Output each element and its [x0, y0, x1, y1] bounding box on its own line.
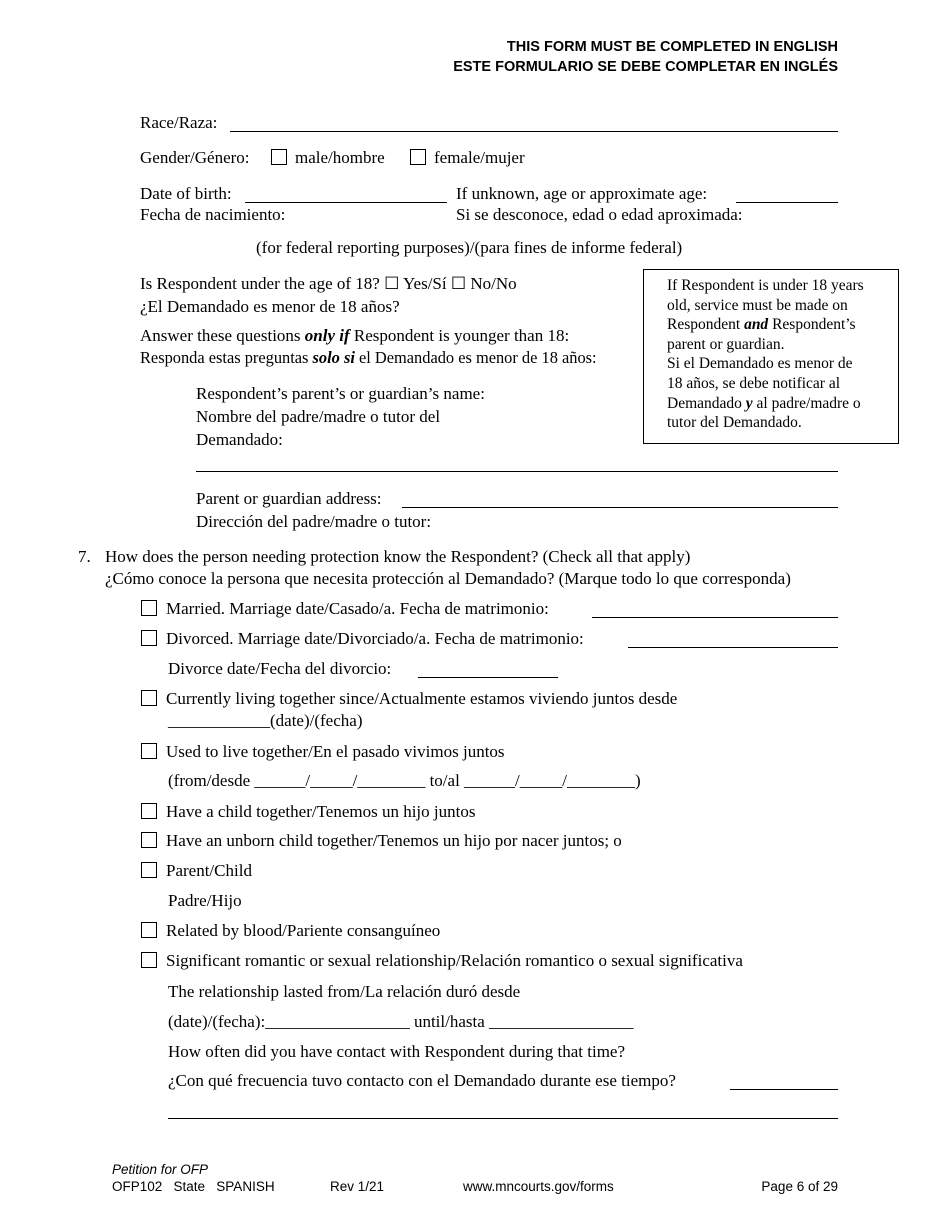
q7-number: 7. — [78, 547, 91, 566]
used-to-live-checkbox[interactable] — [141, 743, 157, 759]
gender-label: Gender/Género: — [140, 148, 250, 167]
header-english-notice: THIS FORM MUST BE COMPLETED IN ENGLISH — [506, 39, 838, 55]
child-together-label: Have a child together/Tenemos un hijo juntos — [166, 802, 476, 821]
female-checkbox[interactable] — [410, 149, 426, 165]
under18-question-es: ¿El Demandado es menor de 18 años? — [140, 297, 400, 316]
divorce-date-label: Divorce date/Fecha del divorcio: — [168, 659, 392, 678]
related-blood-checkbox[interactable] — [141, 922, 157, 938]
married-checkbox[interactable] — [141, 600, 157, 616]
answer-only-if-es: Responda estas preguntas solo si el Demandado es menor de 18 años: — [140, 348, 597, 367]
guardian-address-input[interactable] — [402, 507, 838, 508]
under18-question: Is Respondent under the age of 18? ☐ Yes/Sí ☐ No/No — [140, 274, 517, 293]
federal-note: (for federal reporting purposes)/(para fines de informe federal) — [256, 238, 683, 257]
footer-revision: Rev 1/21 — [330, 1179, 385, 1194]
race-input[interactable] — [230, 131, 838, 132]
related-blood-label: Related by blood/Pariente consanguíneo — [166, 921, 441, 940]
race-label: Race/Raza: — [140, 113, 218, 132]
child-together-checkbox[interactable] — [141, 803, 157, 819]
divorced-label: Divorced. Marriage date/Divorciado/a. Fecha de matrimonio: — [166, 629, 584, 648]
dob-label-es: Fecha de nacimiento: — [140, 205, 286, 224]
contact-frequency-label: How often did you have contact with Respondent during that time? — [168, 1042, 626, 1061]
q7-question: How does the person needing protection know the Respondent? (Check all that apply) — [105, 547, 691, 566]
used-to-live-label: Used to live together/En el pasado vivimos juntos — [166, 742, 505, 761]
footer-title: Petition for OFP — [112, 1162, 209, 1177]
service-notice-box: If Respondent is under 18 years old, service must be made on Respondent and Respondent’s parent or guardian. Si el Demandado es menor de 18 años, se debe notificar al Demandado y al padre/madre o tutor del Demandado. — [643, 269, 899, 444]
divorce-date-input[interactable] — [418, 677, 558, 678]
guardian-name-input[interactable] — [196, 471, 838, 472]
guardian-name-label: Respondent’s parent’s or guardian’s name: — [196, 384, 485, 403]
unborn-child-label: Have an unborn child together/Tenemos un hijo por nacer juntos; o — [166, 831, 622, 850]
dob-input[interactable] — [245, 202, 447, 203]
parent-child-label-es: Padre/Hijo — [168, 891, 242, 910]
marriage-date-input[interactable] — [592, 617, 838, 618]
used-to-live-dates[interactable]: (from/desde ______/_____/________ to/al ______/_____/________) — [168, 771, 641, 790]
footer-page-number: Page 6 of 29 — [761, 1179, 838, 1194]
header-spanish-notice: ESTE FORMULARIO SE DEBE COMPLETAR EN INGLÉS — [453, 59, 838, 75]
divorced-checkbox[interactable] — [141, 630, 157, 646]
q7-question-es: ¿Cómo conoce la persona que necesita protección al Demandado? (Marque todo lo que corresponda) — [105, 569, 791, 588]
married-label: Married. Marriage date/Casado/a. Fecha de matrimonio: — [166, 599, 549, 618]
contact-frequency-input-2[interactable] — [168, 1118, 838, 1119]
unborn-child-checkbox[interactable] — [141, 832, 157, 848]
romantic-relationship-label: Significant romantic or sexual relationship/Relación romantico o sexual significativa — [166, 951, 743, 970]
male-checkbox[interactable] — [271, 149, 287, 165]
relationship-lasted-label: The relationship lasted from/La relación duró desde — [168, 982, 521, 1001]
no-checkbox[interactable]: ☐ — [450, 274, 467, 293]
guardian-address-label-es: Dirección del padre/madre o tutor: — [196, 512, 432, 531]
footer-url[interactable]: www.mncourts.gov/forms — [463, 1179, 614, 1194]
living-together-label: Currently living together since/Actualmente estamos viviendo juntos desde — [166, 689, 678, 708]
contact-frequency-input[interactable] — [730, 1089, 838, 1090]
romantic-relationship-checkbox[interactable] — [141, 952, 157, 968]
divorce-marriage-date-input[interactable] — [628, 647, 838, 648]
age-input[interactable] — [736, 202, 838, 203]
answer-only-if: Answer these questions only if Respondent is younger than 18: — [140, 326, 570, 345]
contact-frequency-label-es: ¿Con qué frecuencia tuvo contacto con el Demandado durante ese tiempo? — [168, 1071, 676, 1090]
female-label: female/mujer — [434, 148, 525, 167]
dob-label: Date of birth: — [140, 184, 232, 203]
footer-form-code: OFP102 State SPANISH — [112, 1179, 275, 1194]
relationship-dates[interactable]: (date)/(fecha):_________________ until/hasta _________________ — [168, 1012, 634, 1031]
guardian-name-label-es: Nombre del padre/madre o tutor del — [196, 407, 441, 426]
age-label-es: Si se desconoce, edad o edad aproximada: — [456, 205, 743, 224]
age-label: If unknown, age or approximate age: — [456, 184, 708, 203]
living-together-checkbox[interactable] — [141, 690, 157, 706]
living-together-date[interactable]: ____________(date)/(fecha) — [168, 711, 363, 730]
guardian-address-label: Parent or guardian address: — [196, 489, 382, 508]
guardian-name-label-es-2: Demandado: — [196, 430, 283, 449]
parent-child-checkbox[interactable] — [141, 862, 157, 878]
parent-child-label: Parent/Child — [166, 861, 252, 880]
male-label: male/hombre — [295, 148, 385, 167]
yes-checkbox[interactable]: ☐ — [384, 274, 400, 293]
